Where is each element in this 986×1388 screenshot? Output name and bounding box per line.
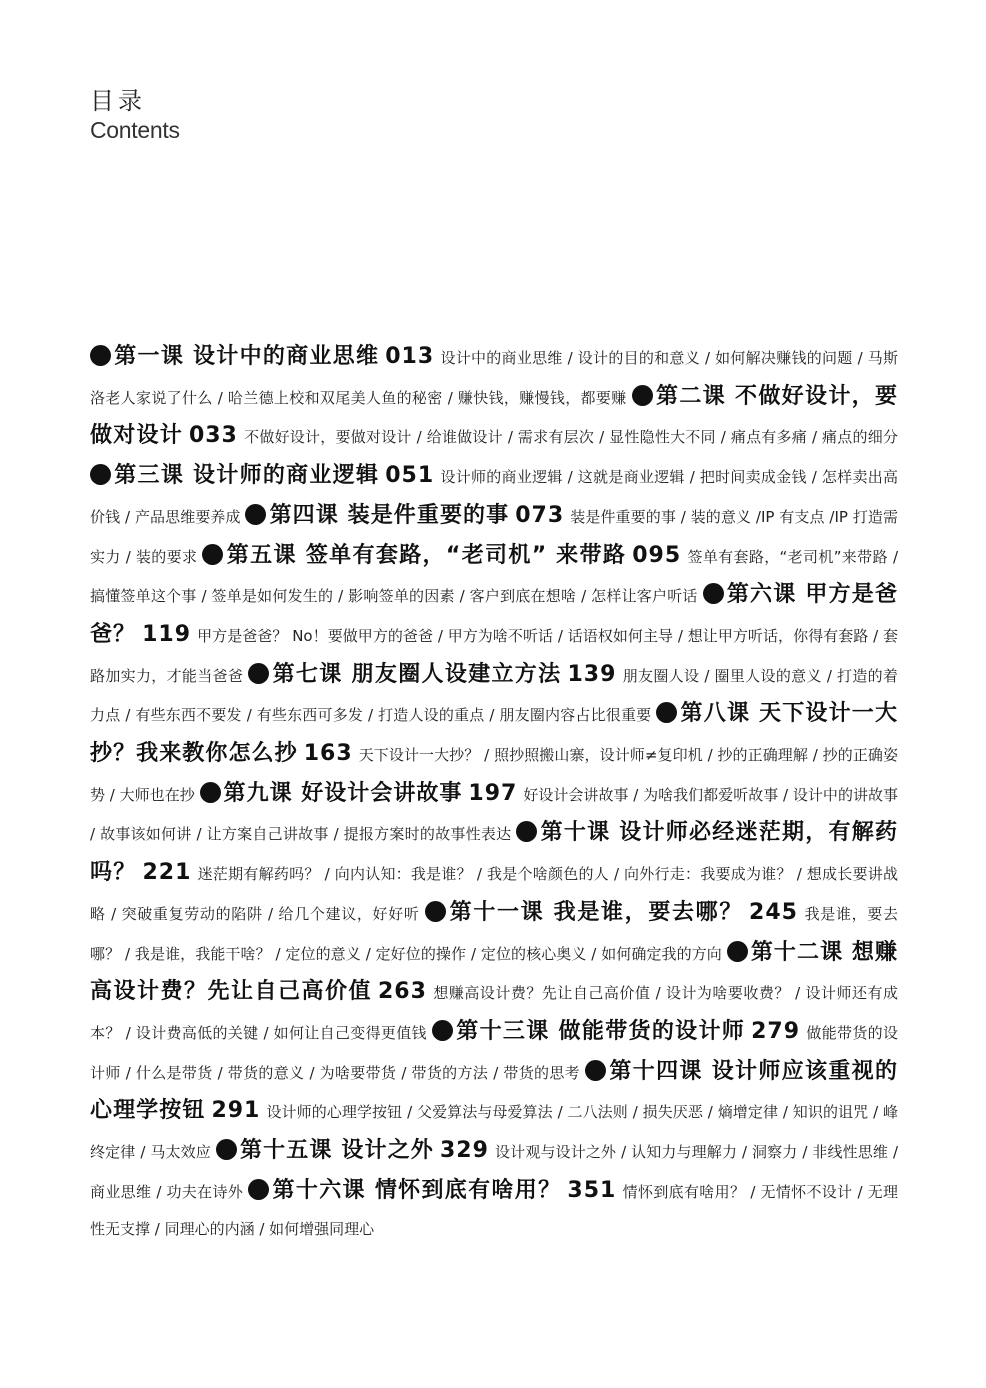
bullet-icon xyxy=(432,1020,453,1041)
lesson-page-number: 221 xyxy=(142,860,192,886)
lesson-title: 第一课 设计中的商业思维 xyxy=(114,344,380,369)
lesson-title: 第九课 好设计会讲故事 xyxy=(223,780,463,806)
lesson-title: 第十五课 设计之外 xyxy=(239,1138,434,1164)
lesson-page-number: 119 xyxy=(142,621,192,647)
bullet-icon xyxy=(216,1139,237,1160)
page-subtitle: Contents xyxy=(90,117,180,143)
lesson-topics: 天下设计一大抄？ / 照抄照搬山寨，设计师≠复印机 / 抄的正确理解 / 抄的正确姿势 / 大师也在抄 xyxy=(90,746,898,804)
lesson-page-number: 291 xyxy=(211,1098,261,1124)
lesson-topics: 不做好设计，要做对设计 / 给谁做设计 / 需求有层次 / 显性隐性大不同 / 痛点有多痛 / 痛点的细分 xyxy=(243,428,898,447)
lesson-topics: 想赚高设计费？先让自己高价值 / 设计为啥要收费？ / 设计师还有成本？ / 设计费高低的关键 / 如何让自己变得更值钱 xyxy=(90,984,898,1042)
lesson-topics: 甲方是爸爸？ No！要做甲方的爸爸 / 甲方为啥不听话 / 话语权如何主导 / 想让甲方听话，你得有套路 / 套路加实力，才能当爸爸 xyxy=(90,626,898,685)
lesson-topics: 设计观与设计之外 / 认知力与理解力 / 洞察力 / 非线性思维 / 商业思维 / 功夫在诗外 xyxy=(90,1143,898,1201)
bullet-icon xyxy=(425,901,446,922)
lesson-title: 第三课 设计师的商业逻辑 xyxy=(114,463,380,489)
lesson-topics: 迷茫期有解药吗？ / 向内认知：我是谁？ / 我是个啥颜色的人 / 向外行走：我要成为谁？ / 想成长要讲战略 / 突破重复劳动的陷阱 / 给几个建议，好好听 xyxy=(90,865,898,923)
bullet-icon xyxy=(245,504,266,525)
lesson-page-number: 139 xyxy=(567,661,617,687)
bullet-icon xyxy=(202,544,223,565)
bullet-icon xyxy=(248,1179,269,1200)
lesson-page-number: 163 xyxy=(303,741,353,767)
lesson-page-number: 279 xyxy=(751,1018,801,1044)
lesson-topics: 签单有套路，“老司机”来带路 / 搞懂签单这个事 / 签单是如何发生的 / 影响签单的因素 / 客户到底在想啥 / 怎样让客户听话 xyxy=(90,547,898,606)
bullet-icon xyxy=(248,663,269,684)
lesson-page-number: 033 xyxy=(188,423,238,449)
lesson-title: 第四课 装是件重要的事 xyxy=(269,502,510,528)
lesson-title: 第十六课 情怀到底有啥用？ xyxy=(272,1177,562,1203)
lesson-topics: 装是件重要的事 / 装的意义 /IP 有支点 /IP 打造需实力 / 装的要求 xyxy=(90,507,899,566)
toc-header xyxy=(90,86,180,144)
lesson-topics: 朋友圈人设 / 圈里人设的意义 / 打造的着力点 / 有些东西不要发 / 有些东西可多发 / 打造人设的重点 / 朋友圈内容占比很重要 xyxy=(90,666,898,725)
bullet-icon xyxy=(585,1060,606,1081)
lesson-topics: 情怀到底有啥用？ / 无情怀不设计 / 无理性无支撑 / 同理心的内涵 / 如何增强同理心 xyxy=(90,1182,898,1239)
lesson-title: 第十三课 做能带货的设计师 xyxy=(455,1018,746,1044)
lesson-title: 第七课 朋友圈人设建立方法 xyxy=(272,661,562,687)
lesson-page-number: 263 xyxy=(377,979,427,1005)
bullet-icon xyxy=(516,821,537,842)
lesson-page-number: 351 xyxy=(567,1177,617,1203)
lesson-topics: 设计师的心理学按钮 / 父爱算法与母爱算法 / 二八法则 / 损失厌恶 / 熵增定律 / 知识的诅咒 / 峰终定律 / 马太效应 xyxy=(90,1103,898,1162)
bullet-icon xyxy=(90,345,111,366)
bullet-icon xyxy=(90,464,111,485)
bullet-icon xyxy=(727,941,748,962)
lesson-topics: 设计师的商业逻辑 / 这就是商业逻辑 / 把时间卖成金钱 / 怎样卖出高价钱 / 产品思维要养成 xyxy=(90,468,898,526)
bullet-icon xyxy=(656,702,677,723)
lesson-title: 第十课 设计师必经迷茫期，有解药吗？ xyxy=(90,820,898,886)
lesson-title: 第十四课 设计师应该重视的心理学按钮 xyxy=(90,1058,898,1124)
lesson-topics: 做能带货的设计师 / 什么是带货 / 带货的意义 / 为啥要带货 / 带货的方法 / 带货的思考 xyxy=(90,1023,898,1082)
lesson-page-number: 013 xyxy=(385,344,435,369)
lesson-title: 第十一课 我是谁，要去哪？ xyxy=(449,899,744,925)
bullet-icon xyxy=(703,583,724,604)
table-of-contents xyxy=(90,338,898,1249)
lesson-page-number: 245 xyxy=(749,899,798,925)
lesson-page-number: 051 xyxy=(385,463,435,489)
lesson-topics: 我是谁，要去哪？ / 我是谁，我能干啥？ / 定位的意义 / 定好位的操作 / 定位的核心奥义 / 如何确定我的方向 xyxy=(90,904,898,963)
lesson-topics: 好设计会讲故事 / 为啥我们都爱听故事 / 设计中的讲故事 / 故事该如何讲 / 让方案自己讲故事 / 提报方案时的故事性表达 xyxy=(90,785,898,844)
lesson-title: 第五课 签单有套路，“老司机” 来带路 xyxy=(226,542,627,568)
page-title: 目录 xyxy=(90,87,146,115)
lesson-title: 第八课 天下设计一大抄？我来教你怎么抄 xyxy=(90,701,898,767)
lesson-title: 第十二课 想赚高设计费？先让自己高价值 xyxy=(90,939,898,1005)
lesson-topics: 设计中的商业思维 / 设计的目的和意义 / 如何解决赚钱的问题 / 马斯洛老人家说了什么 / 哈兰德上校和双尾美人鱼的秘密 / 赚快钱，赚慢钱，都要赚 xyxy=(90,349,898,407)
lesson-page-number: 197 xyxy=(468,780,518,806)
lesson-page-number: 329 xyxy=(439,1138,489,1164)
bullet-icon xyxy=(200,782,221,803)
lesson-title: 第六课 甲方是爸爸？ xyxy=(90,582,898,647)
bullet-icon xyxy=(632,385,653,406)
lesson-title: 第二课 不做好设计，要做对设计 xyxy=(90,383,898,449)
lesson-page-number: 095 xyxy=(632,542,682,568)
lesson-page-number: 073 xyxy=(515,502,565,528)
